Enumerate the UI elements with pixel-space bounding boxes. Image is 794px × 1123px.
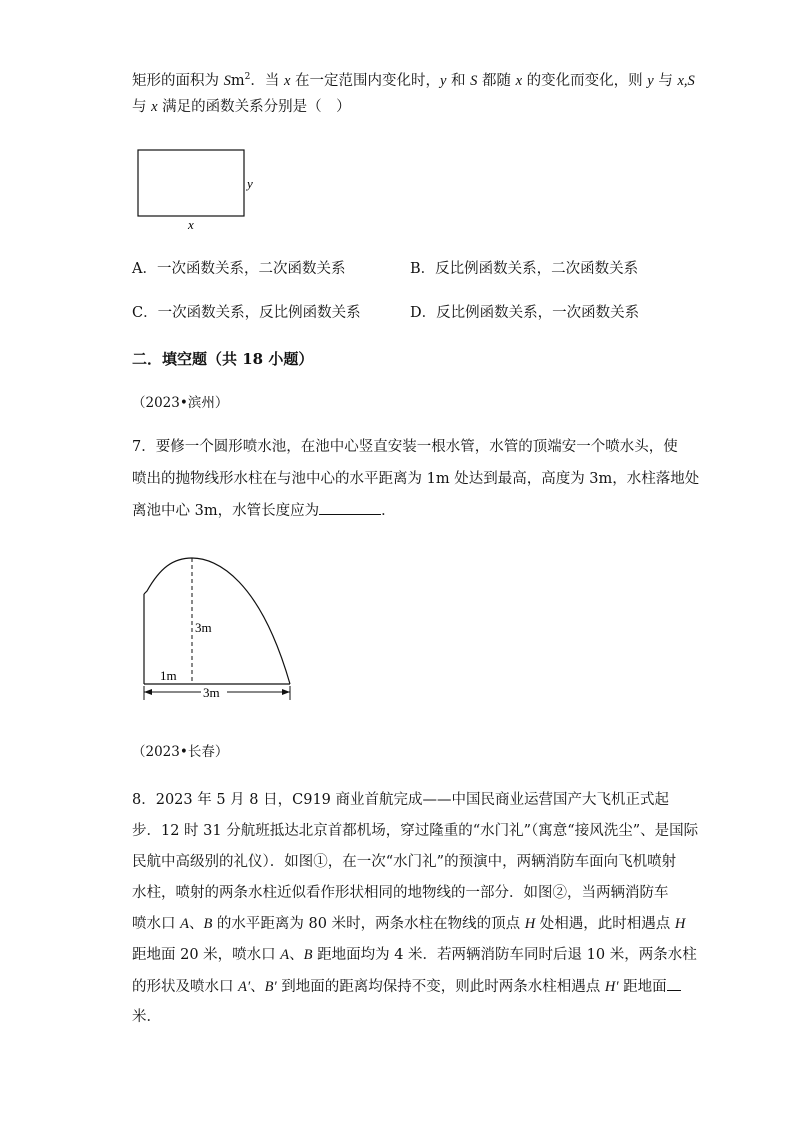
text-span: 在一定范围内变化时， (290, 72, 440, 89)
option-b: B．反比例函数关系，二次函数关系 (410, 261, 639, 277)
section-heading: 二．填空题（共 18 小题） (132, 350, 314, 368)
label-3m-width: 3m (203, 685, 220, 700)
var-B: B (303, 947, 313, 963)
var-B-prime: B′ (264, 979, 277, 995)
q7-line-3 (132, 500, 396, 521)
fountain-figure (135, 550, 305, 710)
q6-line-1 (132, 67, 695, 91)
text-span: 的形状及喷水口 (132, 979, 239, 995)
q8-line-3: 民航中高级别的礼仪）．如图①，在一次“水门礼”的预演中，两辆消防车面向飞机喷射 (132, 854, 677, 870)
text-span: 、 (188, 916, 204, 932)
water-parabola (144, 558, 290, 684)
q8-line-1: 8．2023 年 5 月 8 日，C919 商业首航完成——中国民商业运营国产大飞机正式起 (132, 792, 670, 808)
text-span: 处相遇，此时相遇点 (535, 916, 675, 932)
arrow-right (282, 689, 290, 695)
label-1m: 1m (160, 668, 177, 683)
var-A-prime: A′ (238, 979, 251, 995)
rectangle-figure (130, 140, 270, 235)
var-y: y (440, 72, 447, 89)
var-A: A (180, 916, 189, 932)
var-x: x (515, 72, 523, 89)
text-span: 矩形的面积为 (132, 72, 224, 89)
answer-blank[interactable] (319, 500, 381, 515)
var-x-S: x,S (677, 72, 695, 89)
q8-line-4: 水柱，喷射的两条水柱近似看作形状相同的地物线的一部分．如图②，当两辆消防车 (132, 885, 669, 901)
var-S: S (223, 72, 231, 89)
text-span: 喷水口 (132, 916, 181, 932)
text-span: 距地面均为 4 米．若两辆消防车同时后退 10 米，两条水柱 (312, 947, 697, 963)
text-span: 的水平距离为 80 米时，两条水柱在物线的顶点 (212, 916, 525, 932)
text-span: 满足的函数关系分别是（ ） (157, 99, 351, 115)
q7-line-1: 7．要修一个圆形喷水池，在池中心竖直安装一根水管，水管的顶端安一个喷水头，使 (132, 439, 678, 455)
option-d: D．反比例函数关系，一次函数关系 (410, 305, 640, 321)
text-span: 的变化而变化，则 (522, 72, 648, 89)
text-span: 距地面 (618, 979, 667, 995)
arrow-left (144, 689, 152, 695)
q6-line-2 (132, 97, 351, 117)
answer-blank[interactable] (667, 976, 681, 991)
q8-line-5 (132, 914, 685, 934)
var-H: H (674, 916, 686, 932)
var-H-prime: H′ (604, 979, 619, 995)
text-span: 离池中心 3m，水管长度应为 (132, 503, 320, 519)
var-B: B (203, 916, 213, 932)
text-span: 与 (132, 99, 152, 115)
text-span: 到地面的距离均保持不变，则此时两条水柱相遇点 (276, 979, 605, 995)
option-a: A．一次函数关系，二次函数关系 (132, 261, 346, 277)
var-S: S (470, 72, 478, 89)
q8-line-8: 米． (132, 1009, 161, 1025)
text-span: 、 (250, 979, 265, 995)
var-x: x (283, 72, 291, 89)
superscript-2: 2 (244, 72, 251, 82)
q8-line-6 (132, 945, 697, 965)
text-span: ．当 (250, 72, 284, 89)
q8-source: （2023•长春） (132, 744, 229, 760)
text-span: ． (381, 503, 396, 519)
q7-line-2: 喷出的抛物线形水柱在与池中心的水平距离为 1m 处达到最高，高度为 3m，水柱落地处 (132, 471, 700, 487)
option-c: C．一次函数关系，反比例函数关系 (132, 305, 361, 321)
var-x: x (151, 99, 158, 115)
text-span: 、 (289, 947, 304, 963)
q8-line-2: 步．12 时 31 分航班抵达北京首都机场，穿过隆重的“水门礼”（寓意“接风洗尘”、是国际 (132, 823, 699, 839)
label-y: y (247, 176, 253, 191)
var-H: H (524, 916, 536, 932)
rectangle-shape (138, 150, 244, 216)
q7-source: （2023•滨州） (132, 395, 229, 411)
text-span: 距地面 20 米，喷水口 (132, 947, 281, 963)
q8-line-7 (132, 976, 681, 997)
label-x: x (188, 217, 194, 232)
text-span: 都随 (477, 72, 516, 89)
var-y: y (647, 72, 654, 89)
label-3m-height: 3m (195, 620, 212, 635)
text-span: 与 (653, 72, 678, 89)
unit-m: m (230, 72, 245, 89)
var-A: A (280, 947, 290, 963)
text-span: 和 (446, 72, 471, 89)
